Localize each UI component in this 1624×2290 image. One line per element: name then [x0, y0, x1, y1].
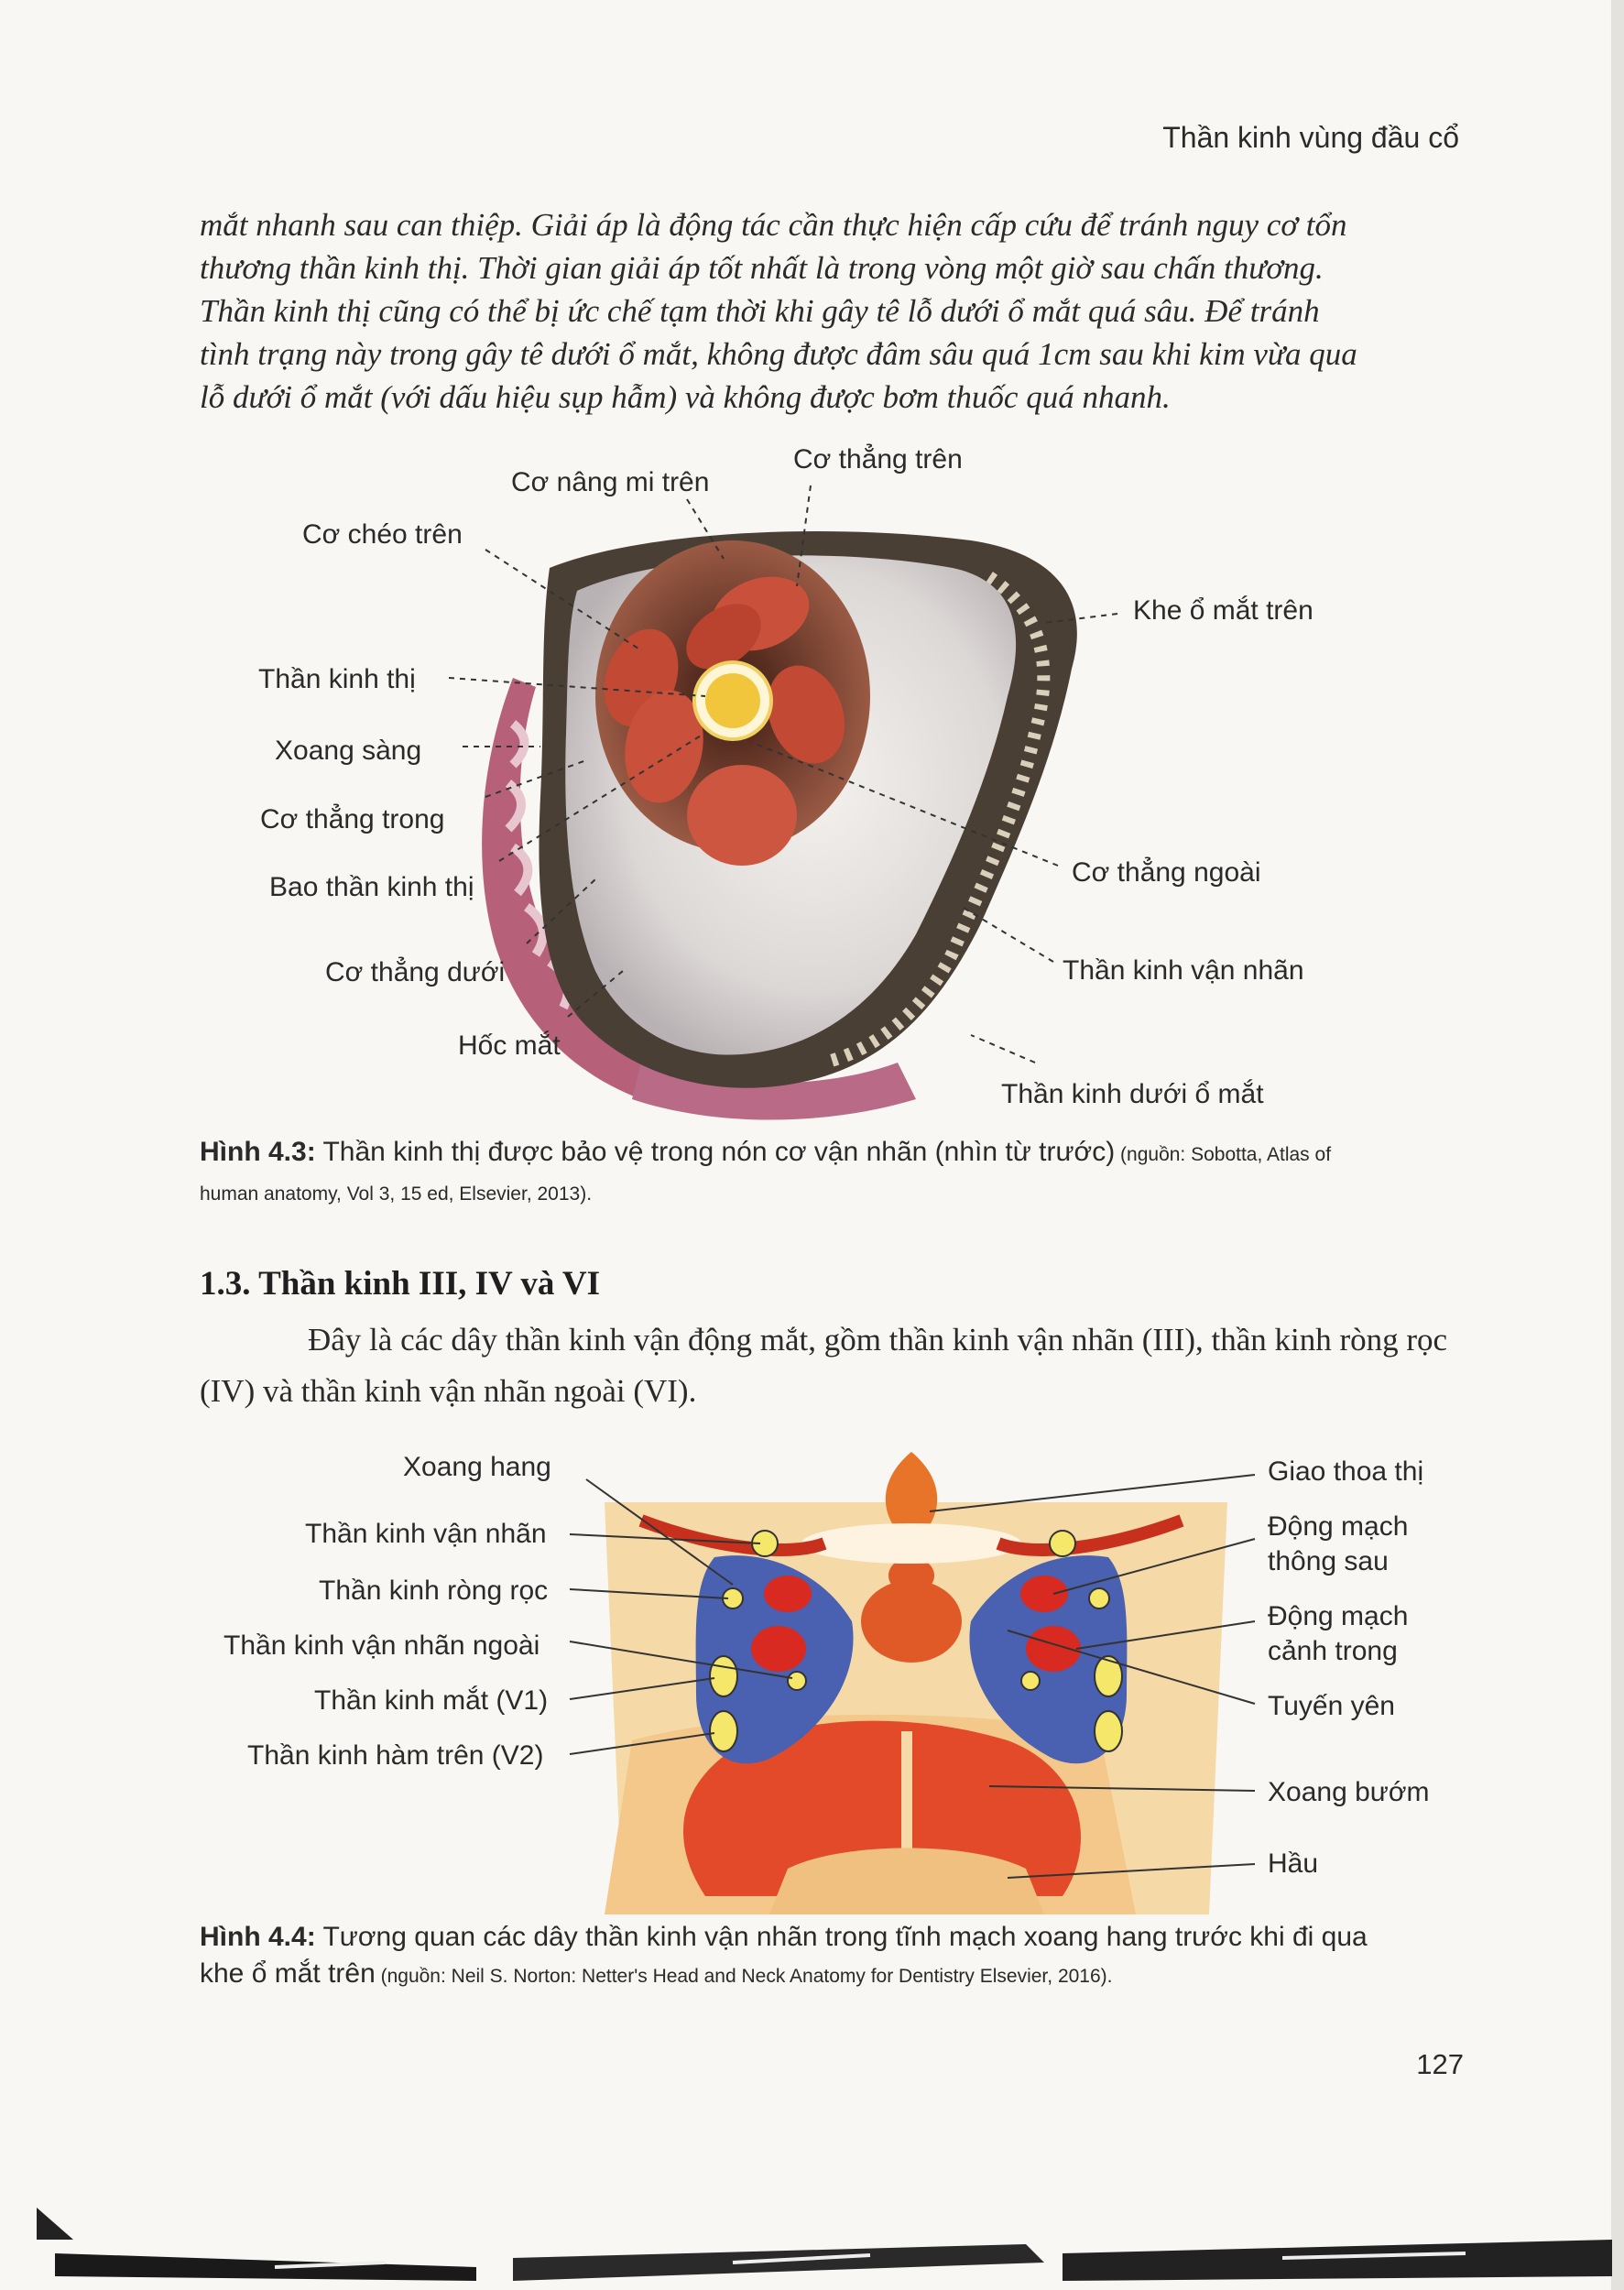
label-khe-o-mat-tren: Khe ổ mắt trên: [1133, 595, 1313, 626]
caption-text: Tương quan các dây thần kinh vận nhãn trong tĩnh mạch xoang hang trước khi đi qua: [315, 1922, 1368, 1952]
label-than-kinh-duoi-o-mat: Thần kinh dưới ổ mắt: [1001, 1079, 1264, 1109]
label-dong-mach-canh-trong: Động mạch: [1268, 1601, 1409, 1631]
caption-label: Hình 4.3:: [200, 1137, 316, 1167]
section-body: Đây là các dây thần kinh vận động mắt, gồm thần kinh vận nhãn (III), thần kinh ròng rọc (IV) và thần kinh vận nhãn ngoài (VI).: [200, 1322, 1448, 1409]
label-hoc-mat: Hốc mắt: [458, 1030, 561, 1061]
figure-orbit: [0, 431, 1624, 1127]
caption-source: (nguồn: Neil S. Norton: Netter's Head and Neck Anatomy for Dentistry Elsevier, 2016).: [375, 1966, 1113, 1987]
caption-source: (nguồn: Sobotta, Atlas of: [1115, 1144, 1332, 1165]
internal-carotid-left: [751, 1626, 806, 1672]
paragraph-line: tình trạng này trong gây tê dưới ổ mắt, không được đâm sâu quá 1cm sau khi kim vừa qua: [200, 336, 1357, 372]
page-edge: [1611, 0, 1624, 2290]
label-than-kinh-van-nhan: Thần kinh vận nhãn: [1063, 955, 1304, 986]
label-than-kinh-ham-tren-v2: Thần kinh hàm trên (V2): [247, 1740, 544, 1771]
label-dong-mach-canh-trong: cảnh trong: [1268, 1636, 1398, 1666]
label-than-kinh-van-nhan-ngoai: Thần kinh vận nhãn ngoài: [223, 1630, 540, 1661]
caption-text: Thần kinh thị được bảo vệ trong nón cơ vận nhãn (nhìn từ trước): [315, 1137, 1116, 1167]
paragraph-line: Thần kinh thị cũng có thể bị ức chế tạm thời khi gây tê lỗ dưới ổ mắt quá sâu. Để tránh: [200, 293, 1320, 329]
figure-cavernous-sinus: [0, 1438, 1624, 1914]
caption-label: Hình 4.4:: [200, 1922, 316, 1952]
paragraph-line: mắt nhanh sau can thiệp. Giải áp là động tác cần thực hiện cấp cứu để tránh nguy cơ tổn: [200, 207, 1347, 243]
label-co-thang-ngoai: Cơ thẳng ngoài: [1072, 857, 1261, 888]
orbit-illustration: [0, 431, 1624, 1127]
label-hau: Hầu: [1268, 1848, 1319, 1879]
label-than-kinh-van-nhan: Thần kinh vận nhãn: [305, 1519, 547, 1549]
cavernous-sinus-illustration: [0, 1438, 1624, 1914]
inferior-rectus: [687, 765, 797, 866]
label-than-kinh-thi: Thần kinh thị: [258, 664, 416, 694]
ophthalmic-nerve: [710, 1656, 737, 1696]
label-tuyen-yen: Tuyến yên: [1268, 1691, 1395, 1721]
section-heading: 1.3. Thần kinh III, IV và VI: [200, 1265, 601, 1303]
paragraph-line: thương thần kinh thị. Thời gian giải áp tốt nhất là trong vòng một giờ sau chấn thương.: [200, 250, 1324, 286]
label-bao-than-kinh-thi: Bao thần kinh thị: [269, 872, 474, 902]
label-co-thang-trong: Cơ thẳng trong: [260, 804, 445, 834]
paragraph-line: lỗ dưới ổ mắt (với dấu hiệu sụp hẫm) và không được bơm thuốc quá nhanh.: [200, 379, 1171, 415]
maxillary-nerve: [710, 1711, 737, 1751]
running-header: Thần kinh vùng đầu cổ: [1162, 121, 1459, 154]
abducens-nerve: [788, 1672, 806, 1690]
label-than-kinh-rong-roc: Thần kinh ròng rọc: [319, 1576, 549, 1606]
label-xoang-buom: Xoang bướm: [1268, 1777, 1430, 1807]
label-co-thang-duoi: Cơ thẳng dưới: [325, 957, 506, 987]
caption-text: khe ổ mắt trên: [200, 1958, 376, 1989]
caption-source: human anatomy, Vol 3, 15 ed, Elsevier, 2013).: [200, 1183, 593, 1205]
page-number: 127: [1416, 2048, 1464, 2080]
label-xoang-sang: Xoang sàng: [275, 736, 422, 766]
label-co-thang-tren: Cơ thẳng trên: [793, 444, 963, 474]
label-co-nang-mi-tren: Cơ nâng mi trên: [511, 467, 710, 497]
italic-paragraph: [200, 203, 1459, 419]
figure2-caption: [200, 1919, 1482, 1995]
label-giao-thoa-thi: Giao thoa thị: [1268, 1456, 1424, 1487]
scan-edge-artifact: [0, 2189, 1624, 2290]
optic-chiasm: [886, 1452, 937, 1525]
label-than-kinh-mat-v1: Thần kinh mắt (V1): [314, 1685, 549, 1716]
label-dong-mach-thong-sau: thông sau: [1268, 1546, 1389, 1576]
label-xoang-hang: Xoang hang: [403, 1452, 551, 1482]
label-co-cheo-tren: Cơ chéo trên: [302, 519, 463, 550]
label-dong-mach-thong-sau: Động mạch: [1268, 1511, 1409, 1542]
figure1-caption: [200, 1134, 1482, 1213]
